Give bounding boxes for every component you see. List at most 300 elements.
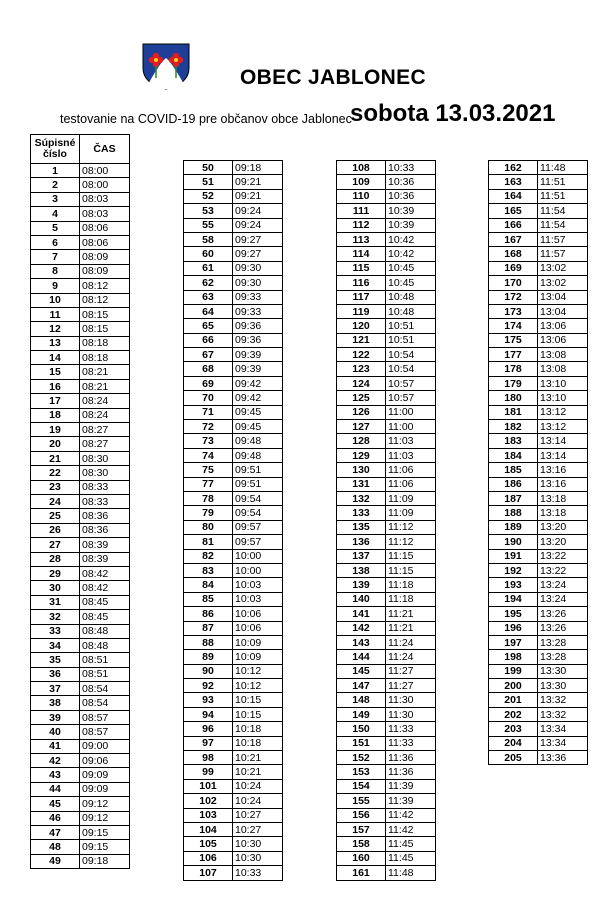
time-slot: 10:42 (386, 232, 436, 246)
house-number: 32 (31, 610, 80, 624)
table-row (337, 477, 436, 491)
house-number: 88 (184, 635, 233, 649)
house-number: 9 (31, 279, 80, 293)
time-slot: 11:42 (386, 808, 436, 822)
time-slot: 10:54 (386, 348, 436, 362)
house-number: 106 (184, 851, 233, 865)
house-number: 53 (184, 204, 233, 218)
house-number: 83 (184, 563, 233, 577)
time-slot: 08:15 (80, 307, 130, 321)
house-number: 153 (337, 765, 386, 779)
table-row (489, 204, 588, 218)
house-number: 120 (337, 319, 386, 333)
house-number: 117 (337, 290, 386, 304)
time-slot: 10:03 (233, 578, 283, 592)
table-row (184, 664, 283, 678)
time-slot: 13:06 (538, 319, 588, 333)
time-slot: 13:32 (538, 693, 588, 707)
table-row (489, 607, 588, 621)
house-number: 155 (337, 794, 386, 808)
house-number: 92 (184, 679, 233, 693)
table-row (337, 405, 436, 419)
time-slot: 09:09 (80, 768, 130, 782)
house-number: 140 (337, 592, 386, 606)
time-slot: 08:24 (80, 394, 130, 408)
table-row (489, 520, 588, 534)
table-row (337, 837, 436, 851)
time-slot: 08:03 (80, 207, 130, 221)
house-number: 101 (184, 779, 233, 793)
time-slot: 08:45 (80, 595, 130, 609)
house-number: 33 (31, 624, 80, 638)
table-row (489, 491, 588, 505)
table-row (489, 650, 588, 664)
time-slot: 13:04 (538, 290, 588, 304)
house-number: 50 (184, 161, 233, 175)
table-row (184, 822, 283, 836)
time-slot: 10:57 (386, 376, 436, 390)
house-number: 201 (489, 693, 538, 707)
time-slot: 11:57 (538, 247, 588, 261)
table-row (31, 624, 130, 638)
house-number: 178 (489, 362, 538, 376)
time-slot: 13:34 (538, 736, 588, 750)
time-slot: 09:54 (233, 491, 283, 505)
time-slot: 10:03 (233, 592, 283, 606)
table-row (489, 405, 588, 419)
house-number: 3 (31, 192, 80, 206)
time-slot: 13:16 (538, 463, 588, 477)
table-row (184, 348, 283, 362)
time-slot: 11:48 (538, 161, 588, 175)
time-slot: 10:51 (386, 319, 436, 333)
house-number: 60 (184, 247, 233, 261)
table-row (489, 304, 588, 318)
house-number: 10 (31, 293, 80, 307)
time-slot: 11:33 (386, 722, 436, 736)
time-slot: 11:09 (386, 491, 436, 505)
time-slot: 11:06 (386, 477, 436, 491)
time-slot: 13:08 (538, 348, 588, 362)
house-number: 121 (337, 333, 386, 347)
table-row (184, 247, 283, 261)
time-slot: 09:30 (233, 276, 283, 290)
time-slot: 10:30 (233, 837, 283, 851)
house-number: 16 (31, 379, 80, 393)
time-slot: 11:00 (386, 405, 436, 419)
house-number: 98 (184, 751, 233, 765)
time-slot: 09:09 (80, 782, 130, 796)
table-row (184, 204, 283, 218)
house-number: 197 (489, 635, 538, 649)
time-slot: 08:33 (80, 480, 130, 494)
table-row (489, 189, 588, 203)
house-number: 5 (31, 221, 80, 235)
house-number: 38 (31, 696, 80, 710)
time-slot: 08:21 (80, 379, 130, 393)
time-slot: 10:18 (233, 722, 283, 736)
house-number: 148 (337, 693, 386, 707)
table-row (337, 247, 436, 261)
time-slot: 11:12 (386, 535, 436, 549)
house-number: 174 (489, 319, 538, 333)
house-number: 20 (31, 437, 80, 451)
schedule-column-1 (30, 134, 130, 869)
time-slot: 08:06 (80, 235, 130, 249)
time-slot: 10:24 (233, 794, 283, 808)
table-row (31, 754, 130, 768)
coat-of-arms-icon (141, 42, 191, 90)
table-row (337, 218, 436, 232)
time-slot: 09:42 (233, 391, 283, 405)
table-row (489, 161, 588, 175)
house-number: 43 (31, 768, 80, 782)
house-number: 119 (337, 304, 386, 318)
house-number: 6 (31, 235, 80, 249)
time-slot: 08:48 (80, 638, 130, 652)
table-row (489, 362, 588, 376)
time-slot: 10:09 (233, 635, 283, 649)
table-row (184, 535, 283, 549)
table-row (489, 463, 588, 477)
house-number: 165 (489, 204, 538, 218)
house-number: 105 (184, 837, 233, 851)
table-row (489, 535, 588, 549)
time-slot: 09:06 (80, 754, 130, 768)
time-slot: 11:18 (386, 592, 436, 606)
table-row (184, 290, 283, 304)
house-number: 135 (337, 520, 386, 534)
header-spacer (184, 134, 283, 161)
table-row (337, 304, 436, 318)
house-number: 107 (184, 866, 233, 880)
table-row (489, 261, 588, 275)
table-row (337, 607, 436, 621)
house-number: 136 (337, 535, 386, 549)
house-number: 79 (184, 506, 233, 520)
time-slot: 13:36 (538, 751, 588, 765)
house-number: 52 (184, 189, 233, 203)
time-slot: 13:08 (538, 362, 588, 376)
time-slot: 08:00 (80, 178, 130, 192)
table-row (337, 448, 436, 462)
time-slot: 09:27 (233, 247, 283, 261)
time-slot: 11:45 (386, 837, 436, 851)
time-slot: 08:51 (80, 667, 130, 681)
house-number: 58 (184, 232, 233, 246)
house-number: 150 (337, 722, 386, 736)
house-number: 130 (337, 463, 386, 477)
time-slot: 11:18 (386, 578, 436, 592)
time-slot: 09:21 (233, 175, 283, 189)
time-slot: 09:18 (233, 161, 283, 175)
table-row (184, 304, 283, 318)
table-row (489, 477, 588, 491)
time-slot: 11:39 (386, 779, 436, 793)
time-slot: 08:42 (80, 566, 130, 580)
table-row (184, 837, 283, 851)
house-number: 137 (337, 549, 386, 563)
house-number: 152 (337, 751, 386, 765)
house-number: 172 (489, 290, 538, 304)
time-slot: 11:00 (386, 420, 436, 434)
time-slot: 09:45 (233, 405, 283, 419)
table-row (489, 376, 588, 390)
time-slot: 11:51 (538, 189, 588, 203)
house-number: 94 (184, 707, 233, 721)
house-number: 24 (31, 494, 80, 508)
table-row (184, 362, 283, 376)
table-row (184, 866, 283, 880)
house-number: 191 (489, 549, 538, 563)
time-slot: 09:39 (233, 348, 283, 362)
time-slot: 11:57 (538, 232, 588, 246)
table-row (31, 840, 130, 854)
time-slot: 13:26 (538, 607, 588, 621)
table-row (489, 232, 588, 246)
table-row (337, 707, 436, 721)
time-slot: 08:21 (80, 365, 130, 379)
table-row (489, 420, 588, 434)
house-number: 133 (337, 506, 386, 520)
time-slot: 08:03 (80, 192, 130, 206)
house-number: 142 (337, 621, 386, 635)
house-number: 141 (337, 607, 386, 621)
time-slot: 13:32 (538, 707, 588, 721)
house-number: 103 (184, 808, 233, 822)
time-slot: 10:15 (233, 707, 283, 721)
table-row (337, 635, 436, 649)
house-number: 90 (184, 664, 233, 678)
table-row (337, 664, 436, 678)
table-row (337, 736, 436, 750)
time-slot: 11:15 (386, 549, 436, 563)
table-row (184, 405, 283, 419)
house-number: 99 (184, 765, 233, 779)
table-row (184, 851, 283, 865)
time-slot: 08:09 (80, 250, 130, 264)
house-number: 188 (489, 506, 538, 520)
time-slot: 13:16 (538, 477, 588, 491)
house-number: 162 (489, 161, 538, 175)
house-number: 77 (184, 477, 233, 491)
table-row (184, 333, 283, 347)
time-slot: 10:21 (233, 765, 283, 779)
table-row (489, 333, 588, 347)
table-row (31, 408, 130, 422)
house-number: 180 (489, 391, 538, 405)
time-slot: 08:39 (80, 552, 130, 566)
table-row (31, 696, 130, 710)
time-slot: 13:20 (538, 520, 588, 534)
time-slot: 08:33 (80, 494, 130, 508)
time-slot: 13:14 (538, 434, 588, 448)
table-row (31, 653, 130, 667)
time-slot: 11:06 (386, 463, 436, 477)
time-slot: 08:30 (80, 451, 130, 465)
table-row (31, 379, 130, 393)
table-row (337, 506, 436, 520)
time-slot: 10:33 (233, 866, 283, 880)
time-slot: 11:54 (538, 204, 588, 218)
table-row (337, 204, 436, 218)
table-row (489, 276, 588, 290)
house-number: 71 (184, 405, 233, 419)
time-slot: 08:15 (80, 322, 130, 336)
table-row (31, 307, 130, 321)
house-number: 157 (337, 822, 386, 836)
table-row (337, 578, 436, 592)
table-row (184, 563, 283, 577)
table-row (337, 362, 436, 376)
house-number: 154 (337, 779, 386, 793)
time-slot: 09:12 (80, 811, 130, 825)
house-number: 189 (489, 520, 538, 534)
table-row (337, 765, 436, 779)
time-slot: 13:18 (538, 491, 588, 505)
house-number: 96 (184, 722, 233, 736)
time-slot: 08:54 (80, 682, 130, 696)
house-number: 202 (489, 707, 538, 721)
house-number: 151 (337, 736, 386, 750)
house-number: 194 (489, 592, 538, 606)
house-number: 25 (31, 509, 80, 523)
house-number: 41 (31, 739, 80, 753)
table-row (489, 549, 588, 563)
house-number: 49 (31, 854, 80, 868)
house-number: 18 (31, 408, 80, 422)
table-row (31, 351, 130, 365)
table-row (489, 679, 588, 693)
table-row (31, 264, 130, 278)
house-number: 139 (337, 578, 386, 592)
time-slot: 10:27 (233, 822, 283, 836)
time-slot: 09:24 (233, 204, 283, 218)
time-slot: 09:15 (80, 840, 130, 854)
time-slot: 11:45 (386, 851, 436, 865)
table-row (31, 667, 130, 681)
time-slot: 11:09 (386, 506, 436, 520)
table-row (184, 765, 283, 779)
table-row (489, 218, 588, 232)
table-row (184, 592, 283, 606)
table-row (337, 794, 436, 808)
table-row (31, 595, 130, 609)
house-number: 2 (31, 178, 80, 192)
house-number: 127 (337, 420, 386, 434)
time-header: ČAS (80, 135, 130, 164)
house-number: 31 (31, 595, 80, 609)
house-number: 203 (489, 722, 538, 736)
time-slot: 13:12 (538, 420, 588, 434)
time-slot: 10:30 (233, 851, 283, 865)
table-row (184, 650, 283, 664)
house-number: 14 (31, 351, 80, 365)
time-slot: 09:24 (233, 218, 283, 232)
house-number: 8 (31, 264, 80, 278)
house-number: 160 (337, 851, 386, 865)
table-row (31, 437, 130, 451)
table-row (337, 319, 436, 333)
house-number: 74 (184, 448, 233, 462)
house-number: 26 (31, 523, 80, 537)
table-row (31, 782, 130, 796)
table-row (184, 693, 283, 707)
table-row (31, 610, 130, 624)
house-number: 143 (337, 635, 386, 649)
table-row (184, 794, 283, 808)
house-number: 21 (31, 451, 80, 465)
table-row (337, 391, 436, 405)
house-number: 42 (31, 754, 80, 768)
table-row (337, 376, 436, 390)
table-row (337, 261, 436, 275)
table-row (489, 348, 588, 362)
house-number: 158 (337, 837, 386, 851)
header-spacer (489, 134, 588, 161)
time-slot: 11:30 (386, 693, 436, 707)
table-row (184, 218, 283, 232)
time-slot: 09:51 (233, 463, 283, 477)
house-number: 27 (31, 538, 80, 552)
time-slot: 09:33 (233, 304, 283, 318)
time-slot: 13:28 (538, 635, 588, 649)
table-row (184, 161, 283, 175)
table-row (31, 394, 130, 408)
table-row (184, 736, 283, 750)
time-slot: 09:51 (233, 477, 283, 491)
house-number: 144 (337, 650, 386, 664)
time-slot: 11:30 (386, 707, 436, 721)
house-number: 11 (31, 307, 80, 321)
table-row (184, 578, 283, 592)
time-slot: 10:42 (386, 247, 436, 261)
time-slot: 09:33 (233, 290, 283, 304)
house-number: 35 (31, 653, 80, 667)
time-slot: 11:39 (386, 794, 436, 808)
time-slot: 13:10 (538, 391, 588, 405)
table-row (31, 480, 130, 494)
time-slot: 09:12 (80, 797, 130, 811)
time-slot: 11:12 (386, 520, 436, 534)
house-number: 80 (184, 520, 233, 534)
table-row (31, 466, 130, 480)
table-row (31, 509, 130, 523)
table-row (184, 549, 283, 563)
time-slot: 10:48 (386, 290, 436, 304)
table-row (489, 175, 588, 189)
house-number: 51 (184, 175, 233, 189)
table-row (31, 523, 130, 537)
time-slot: 13:30 (538, 664, 588, 678)
table-row (489, 290, 588, 304)
table-row (337, 290, 436, 304)
page-title: OBEC JABLONEC (240, 66, 426, 89)
house-number: 132 (337, 491, 386, 505)
table-row (184, 722, 283, 736)
table-row (337, 592, 436, 606)
table-row (31, 365, 130, 379)
house-number: 147 (337, 679, 386, 693)
table-row (31, 538, 130, 552)
house-number: 72 (184, 420, 233, 434)
house-number: 173 (489, 304, 538, 318)
table-row (31, 768, 130, 782)
subtitle: testovanie na COVID-19 pre občanov obce Jablonec (60, 112, 352, 126)
time-slot: 08:18 (80, 336, 130, 350)
table-row (489, 736, 588, 750)
house-number: 163 (489, 175, 538, 189)
